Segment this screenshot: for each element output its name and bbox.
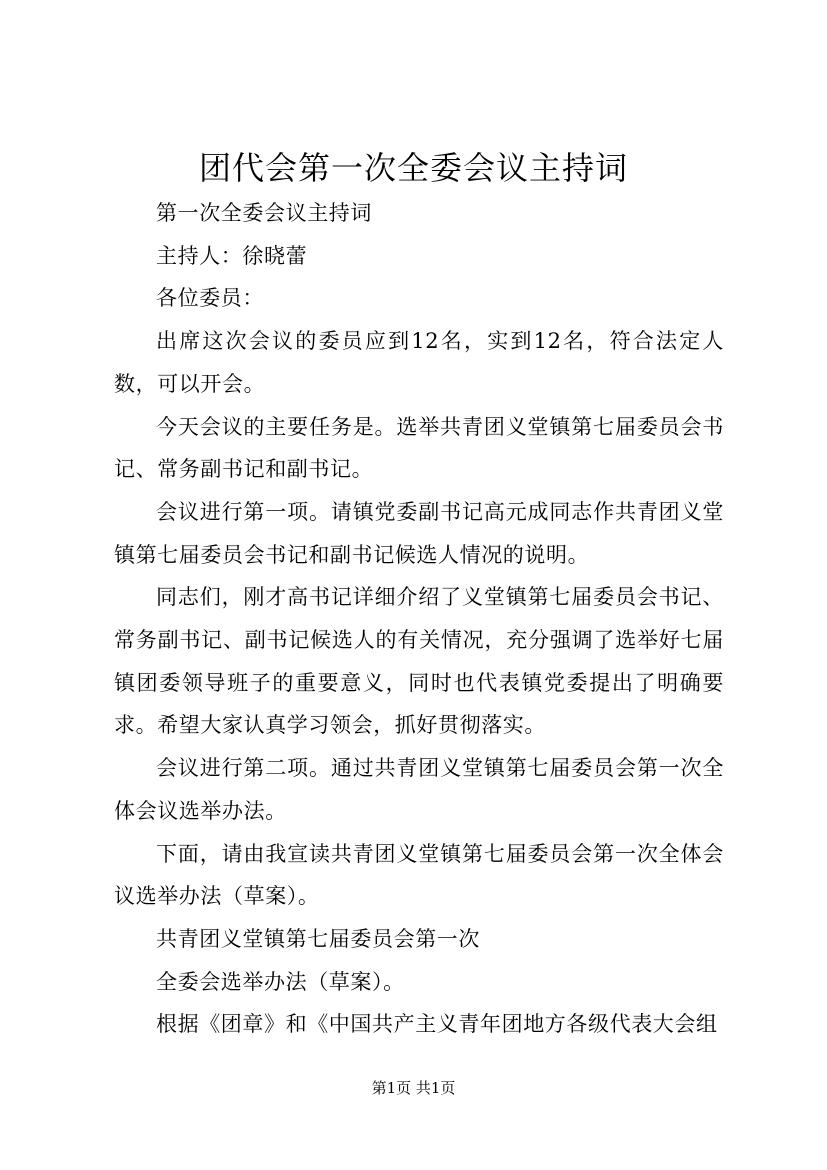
paragraph: 会议进行第二项。通过共青团义堂镇第七届委员会第一次全体会议选举办法。 [114,756,724,823]
paragraph: 出席这次会议的委员应到12名，实到12名，符合法定人数，可以开会。 [114,329,724,396]
paragraph: 今天会议的主要任务是。选举共青团义堂镇第七届委员会书记、常务副书记和副书记。 [114,414,724,482]
paragraph: 各位委员： [156,286,264,311]
paragraph: 全委会选举办法（草案）。 [156,969,405,994]
paragraph: 下面，请由我宣读共青团义堂镇第七届委员会第一次全体会议选举办法（草案）。 [114,841,724,909]
paragraph: 会议进行第一项。请镇党委副书记高元成同志作共青团义堂镇第七届委员会书记和副书记候选人情况的说明。 [114,499,724,567]
paragraph: 主持人：徐晓蕾 [156,243,308,268]
paragraph: 共青团义堂镇第七届委员会第一次 [156,926,480,951]
paragraph: 根据《团章》和《中国共产主义青年团地方各级代表大会组 [156,1012,718,1037]
paragraph: 同志们，刚才高书记详细介绍了义堂镇第七届委员会书记、常务副书记、副书记候选人的有关情况，充分强调了选举好七届镇团委领导班子的重要意义，同时也代表镇党委提出了明确要求。希望大家认真学习领会，抓好贯彻落实。 [114,585,724,738]
paragraph: 第一次全委会议主持词 [156,201,372,225]
page-footer: 第1页 共1页 [371,1079,456,1097]
document-body [114,192,724,1046]
document-title: 团代会第一次全委会议主持词 [198,149,628,187]
